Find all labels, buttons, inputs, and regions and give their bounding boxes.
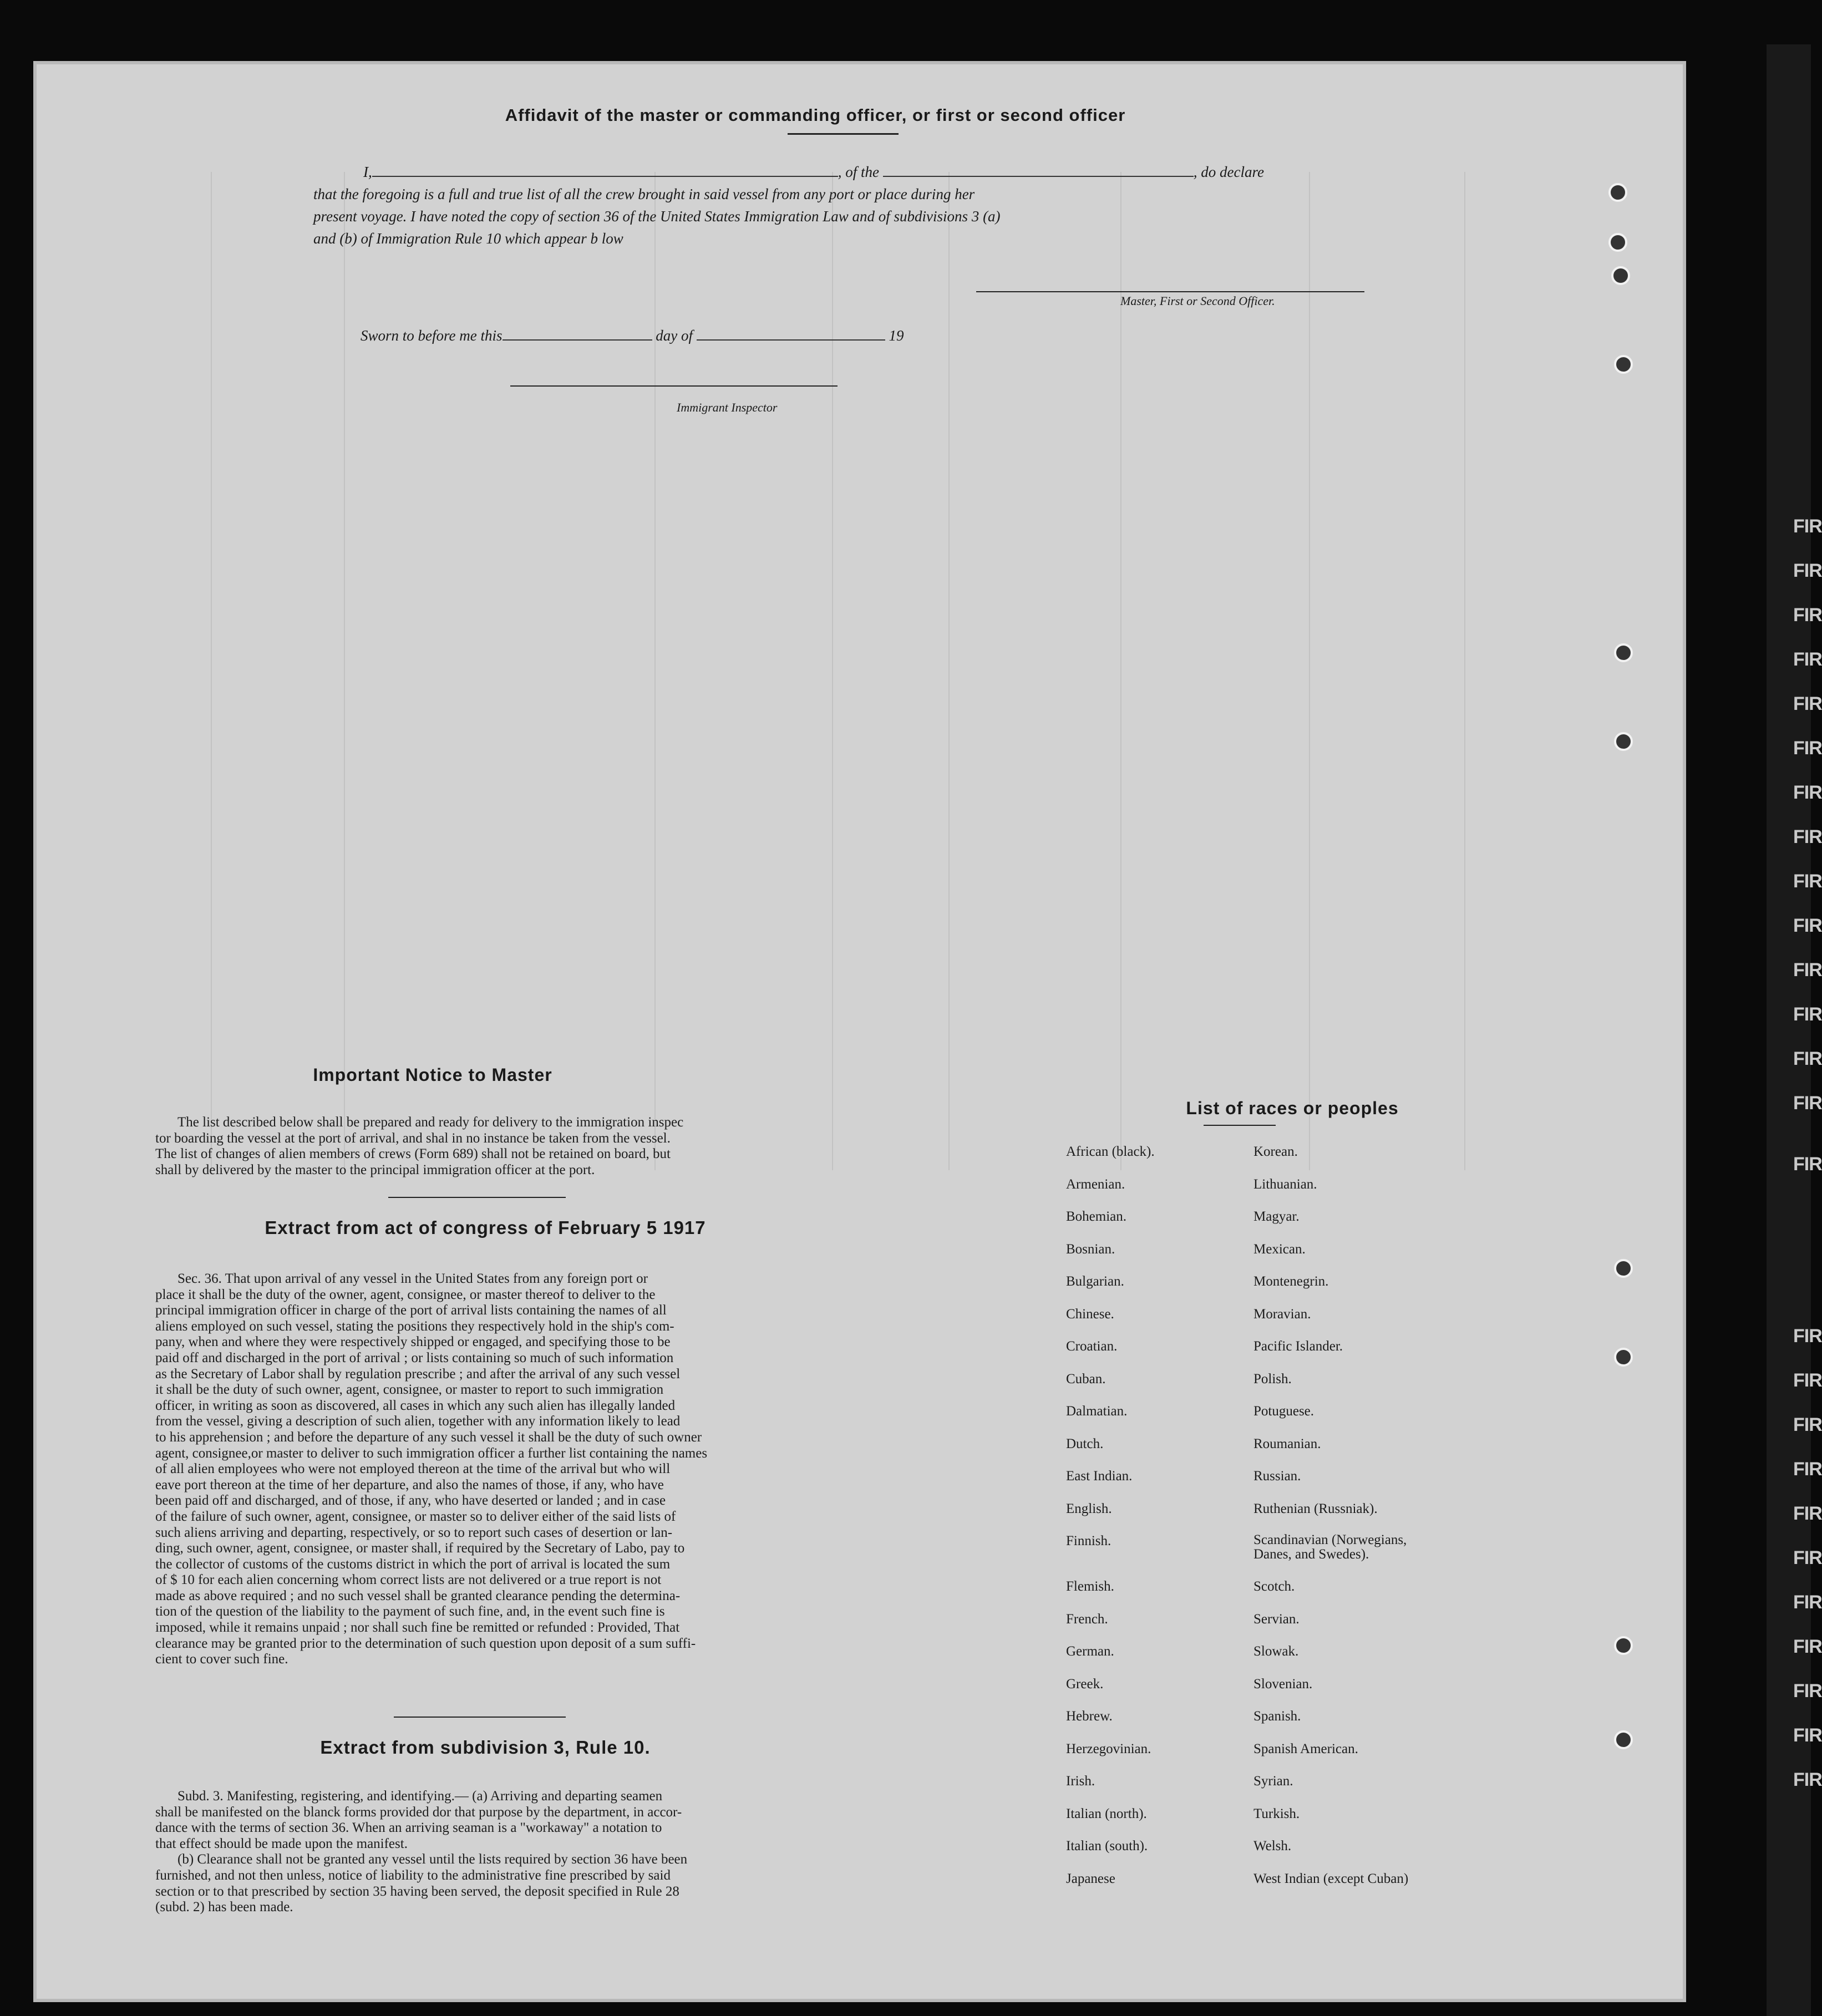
month-field[interactable]: [697, 339, 885, 341]
declaration-text-line: and (b) of Immigration Rule 10 which appear b low: [313, 230, 623, 247]
race-item: Italian (south).: [1066, 1839, 1148, 1853]
act-line: paid off and discharged in the port of arrival ; or lists containing so much of such information: [155, 1350, 674, 1365]
stamp-fragment: FIR: [1793, 1503, 1822, 1524]
stamp-fragment: FIR: [1793, 1636, 1822, 1657]
extract-rule-title: Extract from subdivision 3, Rule 10.: [320, 1737, 651, 1758]
stamp-fragment: FIR: [1793, 1048, 1822, 1069]
race-item: Greek.: [1066, 1676, 1104, 1692]
act-line: agent, consignee,or master to deliver to such immigration officer a further list containing the names: [155, 1445, 708, 1461]
race-item: Bulgarian.: [1066, 1274, 1124, 1289]
race-item: Slowak.: [1253, 1644, 1299, 1659]
act-line: made as above required ; and no such vessel shall be granted clearance pending the determina-: [155, 1588, 681, 1603]
divider: [788, 133, 899, 135]
race-item: Magyar.: [1253, 1209, 1300, 1224]
binder-hole: [1614, 1730, 1633, 1749]
stamp-fragment: FIR: [1793, 649, 1822, 670]
act-line: pany, when and where they were respectively shipped or engaged, and specifying those to be: [155, 1334, 671, 1350]
act-line: aliens employed on such vessel, stating the positions they respectively hold in the ship's com-: [155, 1318, 674, 1334]
act-line: Sec. 36. That upon arrival of any vessel in the United States from any foreign port or: [177, 1271, 648, 1286]
race-item: Cuban.: [1066, 1371, 1106, 1387]
divider: [388, 1197, 566, 1198]
day-field[interactable]: [503, 339, 652, 341]
rule-line: dance with the terms of section 36. When an arriving seaman is a "workaway" a notation to: [155, 1820, 662, 1836]
act-line: from the vessel, giving a description of such alien, together with any information likely to lead: [155, 1414, 681, 1429]
race-item: Japanese: [1066, 1871, 1115, 1886]
race-item: Herzegovinian.: [1066, 1741, 1151, 1756]
act-line: been paid off and discharged, and of those, if any, who have deserted or landed ; and in case: [155, 1493, 666, 1509]
extract-rule-text: [155, 1789, 815, 1916]
stamp-fragment: FIR: [1793, 1680, 1822, 1702]
act-line: the collector of customs of the customs district in which the port of arrival is located the sum: [155, 1556, 671, 1572]
binder-hole: [1614, 1259, 1633, 1278]
race-item: Scandinavian (Norwegians, Danes, and Swedes).: [1253, 1532, 1407, 1562]
race-item: French.: [1066, 1611, 1108, 1627]
rule-line: furnished, and not then unless, notice of liability to the administrative fine prescribed by said: [155, 1867, 671, 1883]
i-label: I,: [363, 164, 372, 180]
declaration-text-line: present voyage. I have noted the copy of section 36 of the United States Immigration Law and of subdivisions 3 (a): [313, 208, 1001, 225]
race-item: Lithuanian.: [1253, 1176, 1317, 1192]
stamp-fragment: FIR: [1793, 915, 1822, 936]
signature-label: Master, First or Second Officer.: [1120, 294, 1275, 308]
race-item: Flemish.: [1066, 1579, 1114, 1594]
race-item: African (black).: [1066, 1144, 1155, 1159]
act-line: cient to cover such fine.: [155, 1652, 288, 1667]
manifest-page: [33, 61, 1686, 2002]
stamp-fragment: FIR: [1793, 1154, 1822, 1175]
notice-line: shall by delivered by the master to the principal immigration officer at the port.: [155, 1162, 595, 1177]
binder-hole: [1614, 1636, 1633, 1655]
act-line: imposed, while it remains unpaid ; nor shall such fine be remitted or refunded : Provided, That: [155, 1620, 680, 1636]
act-line: of the failure of such owner, agent, consignee, or master so to deliver either of the said lists of: [155, 1509, 676, 1524]
act-line: tion of the question of the liability to the payment of such fine, and, in the event such fine is: [155, 1604, 665, 1619]
stamp-fragment: FIR: [1793, 871, 1822, 892]
stamp-fragment: FIR: [1793, 1004, 1822, 1025]
rule-line: (b) Clearance shall not be granted any vessel until the lists required by section 36 have been: [177, 1852, 688, 1867]
race-item: Welsh.: [1253, 1839, 1292, 1853]
race-item: Dutch.: [1066, 1436, 1104, 1451]
affidavit-declaration: [313, 161, 1356, 250]
stamp-fragment: FIR: [1793, 1592, 1822, 1613]
race-item: English.: [1066, 1501, 1112, 1516]
races-column-2: [1253, 1144, 1486, 1903]
race-item: German.: [1066, 1644, 1114, 1659]
race-item: Chinese.: [1066, 1306, 1114, 1322]
stamp-fragment: FIR: [1793, 1459, 1822, 1480]
race-item: West Indian (except Cuban): [1253, 1871, 1409, 1886]
race-item: East Indian.: [1066, 1469, 1133, 1484]
rule-line: section or to that prescribed by section 35 having been served, the deposit specified in Rule 28: [155, 1883, 679, 1899]
race-item: Roumanian.: [1253, 1436, 1321, 1451]
adjacent-page-strip: [1767, 44, 1822, 2016]
race-item: Italian (north).: [1066, 1806, 1147, 1821]
race-item: Irish.: [1066, 1774, 1095, 1789]
affidavit-title: Affidavit of the master or commanding officer, or first or second officer: [505, 105, 1126, 125]
declaration-line: [313, 161, 1356, 183]
extract-act-text: [155, 1271, 815, 1668]
act-line: clearance may be granted prior to the determination of such question upon deposit of a sum suffi-: [155, 1636, 696, 1651]
vessel-field[interactable]: [883, 176, 1194, 177]
race-item: Potuguese.: [1253, 1404, 1315, 1419]
race-item: Dalmatian.: [1066, 1404, 1128, 1419]
act-line: principal immigration officer in charge of the port of arrival lists containing the names of all: [155, 1303, 667, 1318]
sworn-line: [361, 327, 904, 344]
stamp-fragment: FIR: [1793, 1326, 1822, 1347]
act-line: as the Secretary of Labor shall by regulation prescribe ; and after the arrival of any such vessel: [155, 1366, 681, 1382]
binder-hole: [1614, 1348, 1633, 1367]
races-column-1: [1066, 1144, 1244, 1903]
rule-line: that effect should be made upon the manifest.: [155, 1836, 408, 1851]
notice-text: [155, 1115, 815, 1178]
race-item: Spanish American.: [1253, 1741, 1358, 1756]
declare-label: , do declare: [1193, 164, 1264, 180]
stamp-fragment: FIR: [1793, 516, 1822, 537]
stamp-fragment: FIR: [1793, 560, 1822, 581]
rule-line: shall be manifested on the blanck forms provided dor that purpose by the department, in accor-: [155, 1804, 682, 1820]
notice-line: The list described below shall be prepared and ready for delivery to the immigration inspec: [177, 1115, 684, 1130]
race-item: Finnish.: [1066, 1533, 1112, 1548]
notice-line: tor boarding the vessel at the port of arrival, and shal in no instance be taken from the vessel.: [155, 1130, 671, 1146]
race-item: Spanish.: [1253, 1709, 1301, 1724]
race-item: Scotch.: [1253, 1579, 1295, 1594]
race-item: Korean.: [1253, 1144, 1298, 1159]
declaration-text-line: that the foregoing is a full and true list of all the crew brought in said vessel from any port or place during her: [313, 186, 975, 202]
act-line: ding, such owner, agent, consignee, or master shall, if required by the Secretary of Labo, pay to: [155, 1541, 685, 1556]
act-line: of $ 10 for each alien concerning whom correct lists are not delivered or a true report is not: [155, 1572, 662, 1588]
stamp-fragment: FIR: [1793, 782, 1822, 803]
act-line: officer, in writing as soon as discovered, all cases in which any such alien has illegally landed: [155, 1398, 676, 1413]
extract-act-title: Extract from act of congress of February 5 1917: [265, 1217, 706, 1238]
notice-title: Important Notice to Master: [313, 1065, 552, 1085]
notice-line: The list of changes of alien members of crews (Form 689) shall not be retained on board, but: [155, 1146, 671, 1162]
signature-line[interactable]: [976, 291, 1364, 292]
races-title: List of races or peoples: [1186, 1098, 1399, 1118]
race-item: Moravian.: [1253, 1306, 1311, 1322]
stamp-fragment: FIR: [1793, 959, 1822, 981]
sworn-label: Sworn to before me this: [361, 327, 503, 344]
stamp-fragment: FIR: [1793, 1769, 1822, 1790]
race-item: Syrian.: [1253, 1774, 1293, 1789]
act-line: place it shall be the duty of the owner, agent, consignee, or master thereof to deliver to the: [155, 1287, 656, 1302]
race-item: Bohemian.: [1066, 1209, 1127, 1224]
rule-line: (subd. 2) has been made.: [155, 1900, 293, 1915]
stamp-fragment: FIR: [1793, 605, 1822, 626]
rule-line: Subd. 3. Manifesting, registering, and identifying.— (a) Arriving and departing seamen: [177, 1789, 663, 1804]
of-the-label: , of the: [838, 164, 879, 180]
stamp-fragment: FIR: [1793, 1093, 1822, 1114]
race-item: Croatian.: [1066, 1339, 1118, 1354]
race-item: Russian.: [1253, 1469, 1301, 1484]
stamp-fragment: FIR: [1793, 693, 1822, 714]
race-item: Armenian.: [1066, 1176, 1125, 1192]
race-item: Ruthenian (Russniak).: [1253, 1501, 1378, 1516]
race-item: Servian.: [1253, 1611, 1300, 1627]
race-item: Mexican.: [1253, 1241, 1306, 1257]
race-item: Montenegrin.: [1253, 1274, 1329, 1289]
race-item: Bosnian.: [1066, 1241, 1115, 1257]
race-item: Pacific Islander.: [1253, 1339, 1343, 1354]
stamp-fragment: FIR: [1793, 1370, 1822, 1391]
race-item: Polish.: [1253, 1371, 1292, 1387]
race-item: Slovenian.: [1253, 1676, 1313, 1692]
act-line: to his apprehension ; and before the departure of any such vessel it shall be the duty of such owner: [155, 1429, 702, 1445]
name-field[interactable]: [372, 176, 838, 177]
stamp-fragment: FIR: [1793, 826, 1822, 847]
act-line: eave port thereon at the time of her departure, and also the names of those, if any, who have: [155, 1477, 664, 1492]
day-of-label: day of: [656, 327, 693, 344]
race-item: Turkish.: [1253, 1806, 1300, 1821]
act-line: such aliens arriving and departing, respectively, or so to report such cases of desertion or lan-: [155, 1525, 673, 1540]
stamp-fragment: FIR: [1793, 1414, 1822, 1435]
stamp-fragment: FIR: [1793, 1547, 1822, 1568]
stamp-fragment: FIR: [1793, 738, 1822, 759]
act-line: of all alien employees who were not employed thereon at the time of the arrival but who will: [155, 1461, 671, 1477]
inspector-label: Immigrant Inspector: [677, 400, 778, 414]
year-label: 19: [889, 327, 904, 344]
divider: [394, 1717, 566, 1718]
divider: [1204, 1125, 1276, 1126]
act-line: it shall be the duty of such owner, agent, consignee, or master to report to such immigration: [155, 1382, 664, 1398]
stamp-fragment: FIR: [1793, 1725, 1822, 1746]
race-item: Hebrew.: [1066, 1709, 1113, 1724]
inspector-signature-line[interactable]: [510, 385, 838, 387]
